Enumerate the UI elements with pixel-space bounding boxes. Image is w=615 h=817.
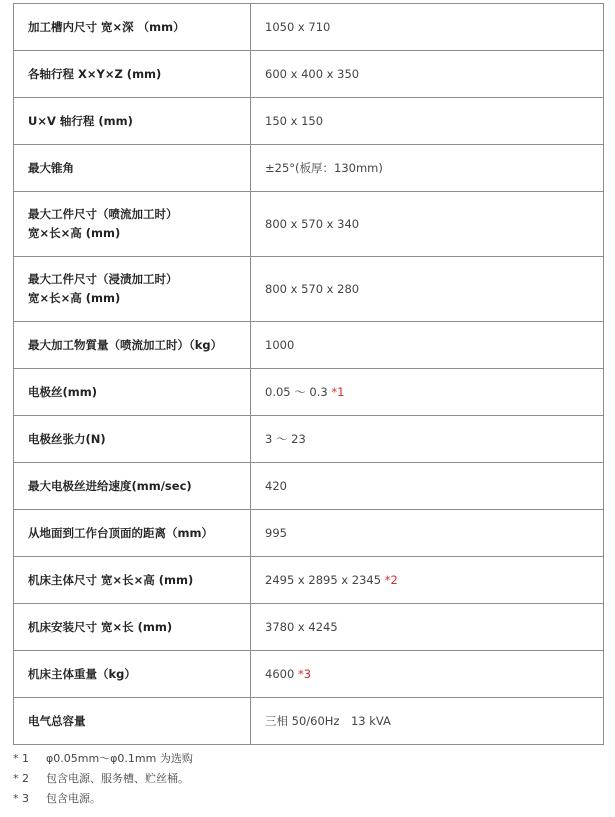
spec-value: 995 (251, 510, 604, 557)
spec-table (13, 3, 604, 745)
spec-label: 最大锥角 (14, 145, 251, 192)
spec-label: 电极丝张力(N) (14, 416, 251, 463)
spec-value: 0.05 ～ 0.3 *1 (251, 369, 604, 416)
spec-label: 各轴行程 X×Y×Z (mm) (14, 51, 251, 98)
spec-label: 电极丝(mm) (14, 369, 251, 416)
footnote-mark: * 3 (13, 792, 29, 805)
spec-label: 机床主体重量（kg） (14, 651, 251, 698)
spec-label: 最大电极丝进给速度(mm/sec) (14, 463, 251, 510)
footnote (13, 749, 193, 769)
spec-value: 150 x 150 (251, 98, 604, 145)
spec-value: 600 x 400 x 350 (251, 51, 604, 98)
table-row (14, 651, 604, 698)
table-row (14, 369, 604, 416)
footnote-text: 包含电源。 (46, 792, 101, 805)
spec-value: 1000 (251, 322, 604, 369)
footnote-mark: * 1 (13, 752, 29, 765)
spec-value: 800 x 570 x 340 (251, 192, 604, 257)
table-row (14, 698, 604, 745)
table-row (14, 416, 604, 463)
footnote-text: φ0.05mm～φ0.1mm 为选购 (46, 752, 193, 765)
table-row (14, 463, 604, 510)
spec-value: 三相 50/60Hz 13 kVA (251, 698, 604, 745)
spec-value: 3780 x 4245 (251, 604, 604, 651)
spec-value: 1050 x 710 (251, 4, 604, 51)
table-row (14, 192, 604, 257)
spec-label: 从地面到工作台顶面的距离（mm） (14, 510, 251, 557)
spec-value: 800 x 570 x 280 (251, 257, 604, 322)
spec-label: 加工槽内尺寸 宽×深 （mm） (14, 4, 251, 51)
footnote (13, 769, 193, 789)
spec-label: 最大工件尺寸（浸渍加工时） 宽×长×高 (mm) (14, 257, 251, 322)
spec-label: U×V 轴行程 (mm) (14, 98, 251, 145)
spec-value: ±25°(板厚：130mm) (251, 145, 604, 192)
table-row (14, 510, 604, 557)
table-row (14, 4, 604, 51)
spec-value: 3 ～ 23 (251, 416, 604, 463)
spec-label: 电气总容量 (14, 698, 251, 745)
footnote (13, 789, 193, 809)
table-row (14, 557, 604, 604)
table-row (14, 257, 604, 322)
spec-value: 420 (251, 463, 604, 510)
spec-value: 4600 *3 (251, 651, 604, 698)
footnote-ref: *3 (297, 666, 312, 681)
table-row (14, 51, 604, 98)
table-row (14, 145, 604, 192)
spec-label: 机床主体尺寸 宽×长×高 (mm) (14, 557, 251, 604)
footnote-text: 包含电源、服务槽、贮丝桶。 (46, 772, 189, 785)
table-row (14, 98, 604, 145)
table-row (14, 322, 604, 369)
footnote-ref: *1 (331, 384, 345, 399)
spec-label: 机床安装尺寸 宽×长 (mm) (14, 604, 251, 651)
footnote-mark: * 2 (13, 772, 29, 785)
spec-label: 最大工件尺寸（喷流加工时） 宽×长×高 (mm) (14, 192, 251, 257)
footnotes (13, 749, 193, 809)
footnote-ref: *2 (384, 572, 398, 587)
spec-label: 最大加工物質量（喷流加工时）（kg） (14, 322, 251, 369)
spec-value: 2495 x 2895 x 2345 *2 (251, 557, 604, 604)
table-row (14, 604, 604, 651)
